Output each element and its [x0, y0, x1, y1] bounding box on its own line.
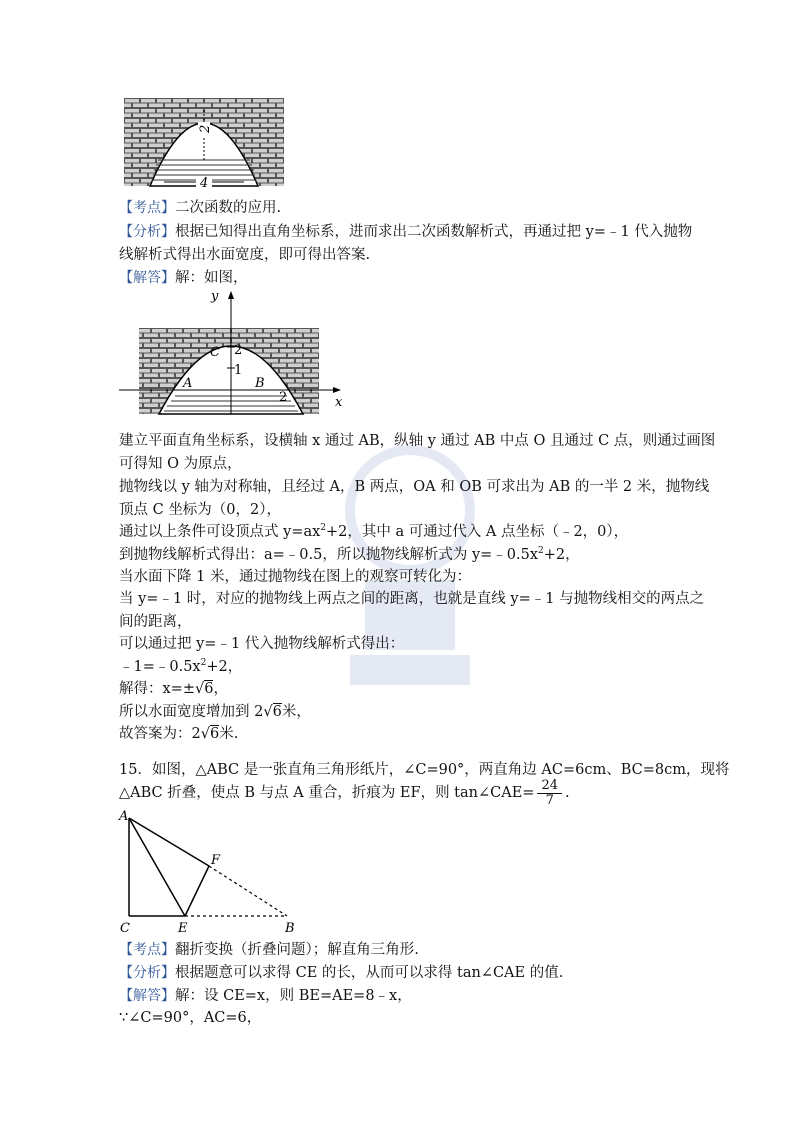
solution-line-2: 可得知 O 为原点， [119, 456, 242, 472]
question-15-line-2: △ABC 折叠，使点 B 与点 A 重合，折痕为 EF，则 tan∠CAE= $\frac{24}{7}$ . [119, 777, 570, 808]
point-a-label: A [183, 376, 193, 391]
solution-line-9: 间的距离， [119, 614, 192, 630]
water-depth-label: 2 [279, 390, 288, 405]
solution-line-7: 当水面下降 1 米，通过抛物线在图上的观察可转化为： [119, 569, 471, 585]
solution-line-3: 抛物线以 y 轴为对称轴，且经过 A，B 两点，OA 和 OB 可求出为 AB 的一半 2 米，抛物线 [119, 479, 710, 495]
solution-line-1: 建立平面直角坐标系，设横轴 x 通过 AB，纵轴 y 通过 AB 中点 O 且通过 C 点，则通过画图 [119, 433, 716, 449]
answer-fraction: $\frac{24}{7}$ [537, 779, 562, 808]
axis-x-label: x [335, 395, 343, 410]
tick-1-label: 1 [234, 363, 243, 378]
point-b-label: B [255, 376, 265, 391]
fenxi-line-1 [119, 222, 692, 242]
fenxi-line-2: 线解析式得出水面宽度，即可得出答案. [119, 247, 371, 263]
jieda-line-1 [119, 268, 248, 288]
axis-y-label: y [211, 289, 219, 304]
question-15-line-1: 15．如图，△ABC 是一张直角三角形纸片，∠C=90°，两直角边 AC=6cm、BC=8cm，现将 [119, 762, 730, 778]
triangle-point-f: F [211, 853, 221, 868]
kaodian-tag: 【考点】 [119, 200, 175, 216]
solution-line-6: 到抛物线解析式得出：a=﹣0.5，所以抛物线解析式为 $y=﹣0.5x^2+2$， [119, 546, 580, 563]
solution-line-10: 可以通过把 y=﹣1 代入抛物线解析式得出： [119, 636, 405, 652]
kaodian-15: 【考点】翻折变换（折叠问题）；解直角三角形. [119, 942, 419, 958]
kaodian-text: 二次函数的应用. [175, 200, 282, 216]
fenxi-text: 根据已知得出直角坐标系，进而求出二次函数解析式，再通过把 y=﹣1 代入抛物 [175, 224, 693, 240]
fenxi-15: 【分析】根据题意可以求得 CE 的长，从而可以求得 tan∠CAE 的值. [119, 965, 564, 981]
solution-line-11: $﹣1=﹣0.5x^2+2$， [119, 658, 243, 675]
triangle-point-c: C [120, 921, 130, 936]
solution-line-4: 顶点 C 坐标为（0，2）， [119, 502, 282, 518]
jieda-tag: 【解答】 [119, 270, 175, 286]
fenxi-tag: 【分析】 [119, 224, 175, 240]
jieda-text: 解：如图， [175, 270, 248, 286]
solution-line-13: 所以水面宽度增加到 2√6米， [119, 704, 311, 720]
point-c-label: C [210, 345, 220, 360]
figure-arch-coordinates [119, 288, 349, 418]
figure-folded-triangle [117, 808, 307, 940]
tick-2-label: 2 [234, 343, 243, 358]
solution-line-8: 当 y=﹣1 时，对应的抛物线上两点之间的距离，也就是直线 y=﹣1 与抛物线相交的两点之 [119, 591, 705, 607]
triangle-point-b: B [285, 921, 295, 936]
jieda-15: 【解答】解：设 CE=x，则 BE=AE=8﹣x， [119, 988, 412, 1004]
figure-arch-bricks [124, 98, 284, 188]
dim-horizontal-label: 4 [200, 176, 209, 188]
triangle-point-e: E [178, 921, 188, 936]
solution-line-14: 故答案为：2√6米. [119, 726, 239, 742]
solution-15-line-1: ∵∠C=90°，AC=6， [119, 1010, 262, 1026]
triangle-point-a: A [119, 809, 129, 824]
dim-vertical-label: 2 [198, 124, 213, 133]
solution-line-12: 解得：x=±√6， [119, 681, 228, 697]
kaodian-line-1 [119, 198, 281, 218]
solution-line-5: 通过以上条件可设顶点式 $y=ax^2+2$，其中 a 可通过代入 A 点坐标（﹣2，0）， [119, 523, 629, 540]
